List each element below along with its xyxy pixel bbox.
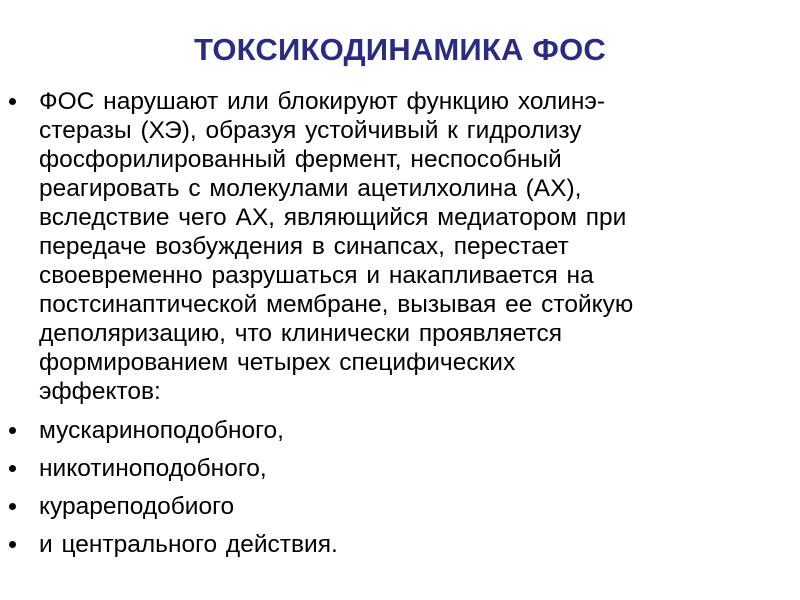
bullet-item-effect-central	[0, 530, 800, 559]
effect-text: курареподобиого	[39, 493, 235, 520]
bullet-item-main	[0, 87, 800, 406]
paragraph-line: стеразы (ХЭ), образуя устойчивый к гидролизу	[39, 117, 582, 144]
paragraph-line: реагировать с молекулами ацетилхолина (АХ),	[39, 175, 582, 202]
paragraph-line: фосфорилированный фермент, неспособный	[39, 146, 562, 173]
bullet-item-effect-nicotinic	[0, 454, 800, 483]
effect-text: и центрального действия.	[39, 531, 338, 558]
slide-title: ТОКСИКОДИНАМИКА ФОС	[193, 32, 606, 67]
paragraph-line: формированием четырех специфических	[39, 349, 516, 376]
paragraph-line: передаче возбуждения в синапсах, перестает	[39, 233, 569, 260]
paragraph-line: ФОС нарушают или блокируют функцию холинэ-	[39, 88, 606, 115]
bullet-icon	[9, 465, 16, 472]
bullet-icon	[9, 98, 16, 105]
bullet-icon	[9, 541, 16, 548]
bullet-item-effect-curare	[0, 492, 800, 521]
bullet-icon	[9, 427, 16, 434]
bullet-item-effect-muscarinic	[0, 416, 800, 445]
paragraph-line: деполяризацию, что клинически проявляется	[39, 320, 562, 347]
effect-text: мускариноподобного,	[39, 417, 284, 444]
bullet-list	[0, 87, 800, 568]
paragraph-line: вследствие чего АХ, являющийся медиатором при	[39, 204, 627, 231]
paragraph-line: своевременно разрушаться и накапливается на	[39, 262, 594, 289]
bullet-icon	[9, 503, 16, 510]
paragraph-line: постсинаптической мембране, вызывая ее стойкую	[39, 291, 634, 318]
effect-text: никотиноподобного,	[39, 455, 267, 482]
paragraph-line: эффектов:	[39, 378, 161, 405]
